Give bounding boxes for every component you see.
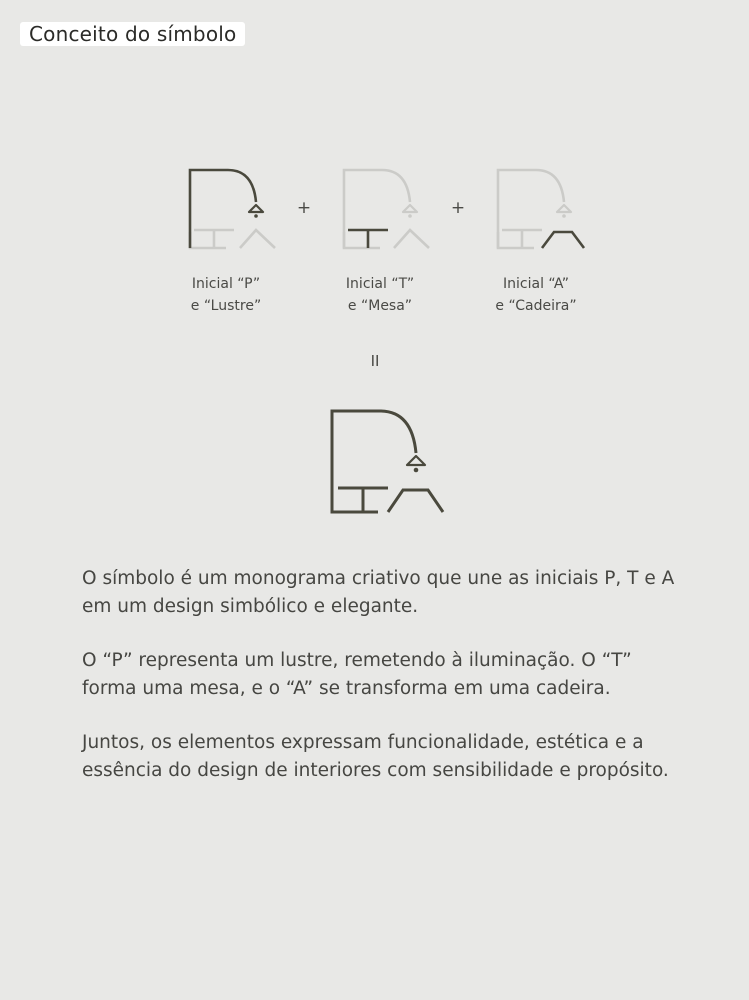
caption-line: Inicial “A”	[503, 276, 569, 292]
description-paragraph: O símbolo é um monograma criativo que une as iniciais P, T e A em um design simbólico e elegante.	[82, 568, 675, 617]
caption-a-cadeira	[461, 273, 611, 317]
equals-operator: II	[370, 352, 380, 370]
plus-operator: +	[296, 198, 312, 218]
monogram-t-mesa-icon	[340, 168, 434, 252]
caption-line: e “Lustre”	[190, 298, 262, 314]
description-paragraph: O “P” representa um lustre, remetendo à iluminação. O “T” forma uma mesa, e o “A” se transforma em uma cadeira.	[82, 650, 632, 699]
caption-line: e “Cadeira”	[495, 298, 577, 314]
caption-line: Inicial “T”	[345, 276, 415, 292]
description-paragraph: Juntos, os elementos expressam funcionalidade, estética e a essência do design de interiores com sensibilidade e propósito.	[82, 732, 669, 781]
monogram-final-icon	[328, 408, 448, 516]
caption-t-mesa	[305, 273, 455, 317]
monogram-a-cadeira-icon	[494, 168, 588, 252]
page-title: Conceito do símbolo	[20, 22, 245, 46]
caption-p-lustre	[151, 273, 301, 317]
plus-operator: +	[450, 198, 466, 218]
caption-line: Inicial “P”	[191, 276, 261, 292]
description	[82, 565, 682, 811]
caption-line: e “Mesa”	[347, 298, 413, 314]
monogram-p-lustre-icon	[186, 168, 280, 252]
